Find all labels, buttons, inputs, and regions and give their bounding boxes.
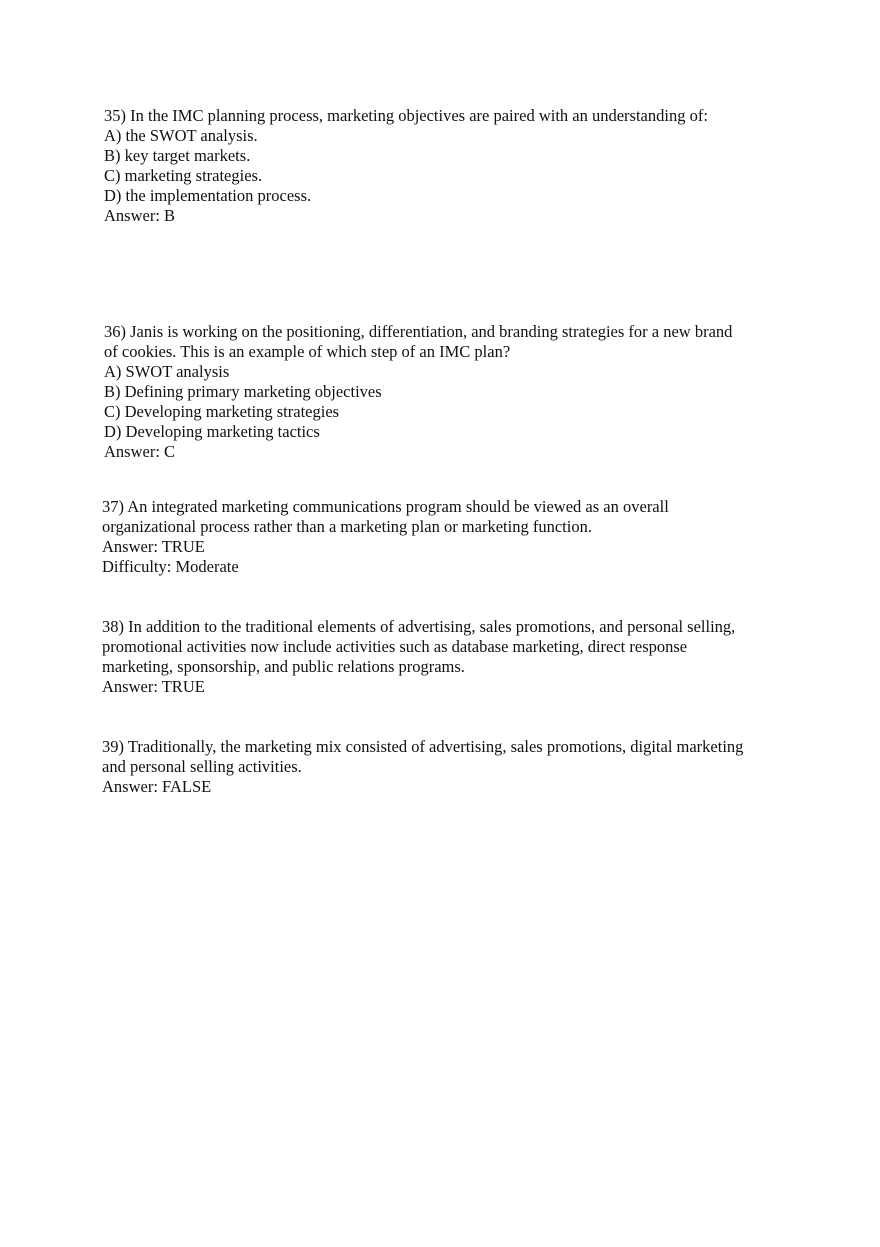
- option-d: D) the implementation process.: [104, 186, 312, 205]
- question-stem-continued: organizational process rather than a marketing plan or marketing function.: [102, 517, 592, 536]
- question-stem-continued: and personal selling activities.: [102, 757, 302, 776]
- question-stem-continued: of cookies. This is an example of which step of an IMC plan?: [104, 342, 511, 361]
- difficulty-line: Difficulty: Moderate: [102, 557, 239, 576]
- answer-line: Answer: FALSE: [102, 777, 212, 796]
- option-a: A) SWOT analysis: [104, 362, 230, 381]
- question-35: [104, 106, 794, 226]
- question-stem: 38) In addition to the traditional elements of advertising, sales promotions, and personal selling,: [102, 617, 736, 636]
- option-c: C) marketing strategies.: [104, 166, 263, 185]
- question-stem: 36) Janis is working on the positioning, differentiation, and branding strategies for a new brand: [104, 322, 733, 341]
- option-b: B) key target markets.: [104, 146, 251, 165]
- question-37: [102, 497, 792, 577]
- option-d: D) Developing marketing tactics: [104, 422, 320, 441]
- option-b: B) Defining primary marketing objectives: [104, 382, 382, 401]
- option-a: A) the SWOT analysis.: [104, 126, 258, 145]
- option-c: C) Developing marketing strategies: [104, 402, 340, 421]
- answer-line: Answer: TRUE: [102, 677, 205, 696]
- answer-line: Answer: TRUE: [102, 537, 205, 556]
- answer-line: Answer: B: [104, 206, 176, 225]
- question-stem: 35) In the IMC planning process, marketing objectives are paired with an understanding of:: [104, 106, 708, 125]
- question-39: [102, 737, 792, 797]
- question-stem-continued: promotional activities now include activities such as database marketing, direct response: [102, 637, 688, 656]
- question-stem: 37) An integrated marketing communications program should be viewed as an overall: [102, 497, 669, 516]
- question-stem: 39) Traditionally, the marketing mix consisted of advertising, sales promotions, digital marketing: [102, 737, 744, 756]
- question-38: [102, 617, 792, 697]
- answer-line: Answer: C: [104, 442, 176, 461]
- question-stem-continued: marketing, sponsorship, and public relations programs.: [102, 657, 465, 676]
- question-36: [104, 322, 794, 462]
